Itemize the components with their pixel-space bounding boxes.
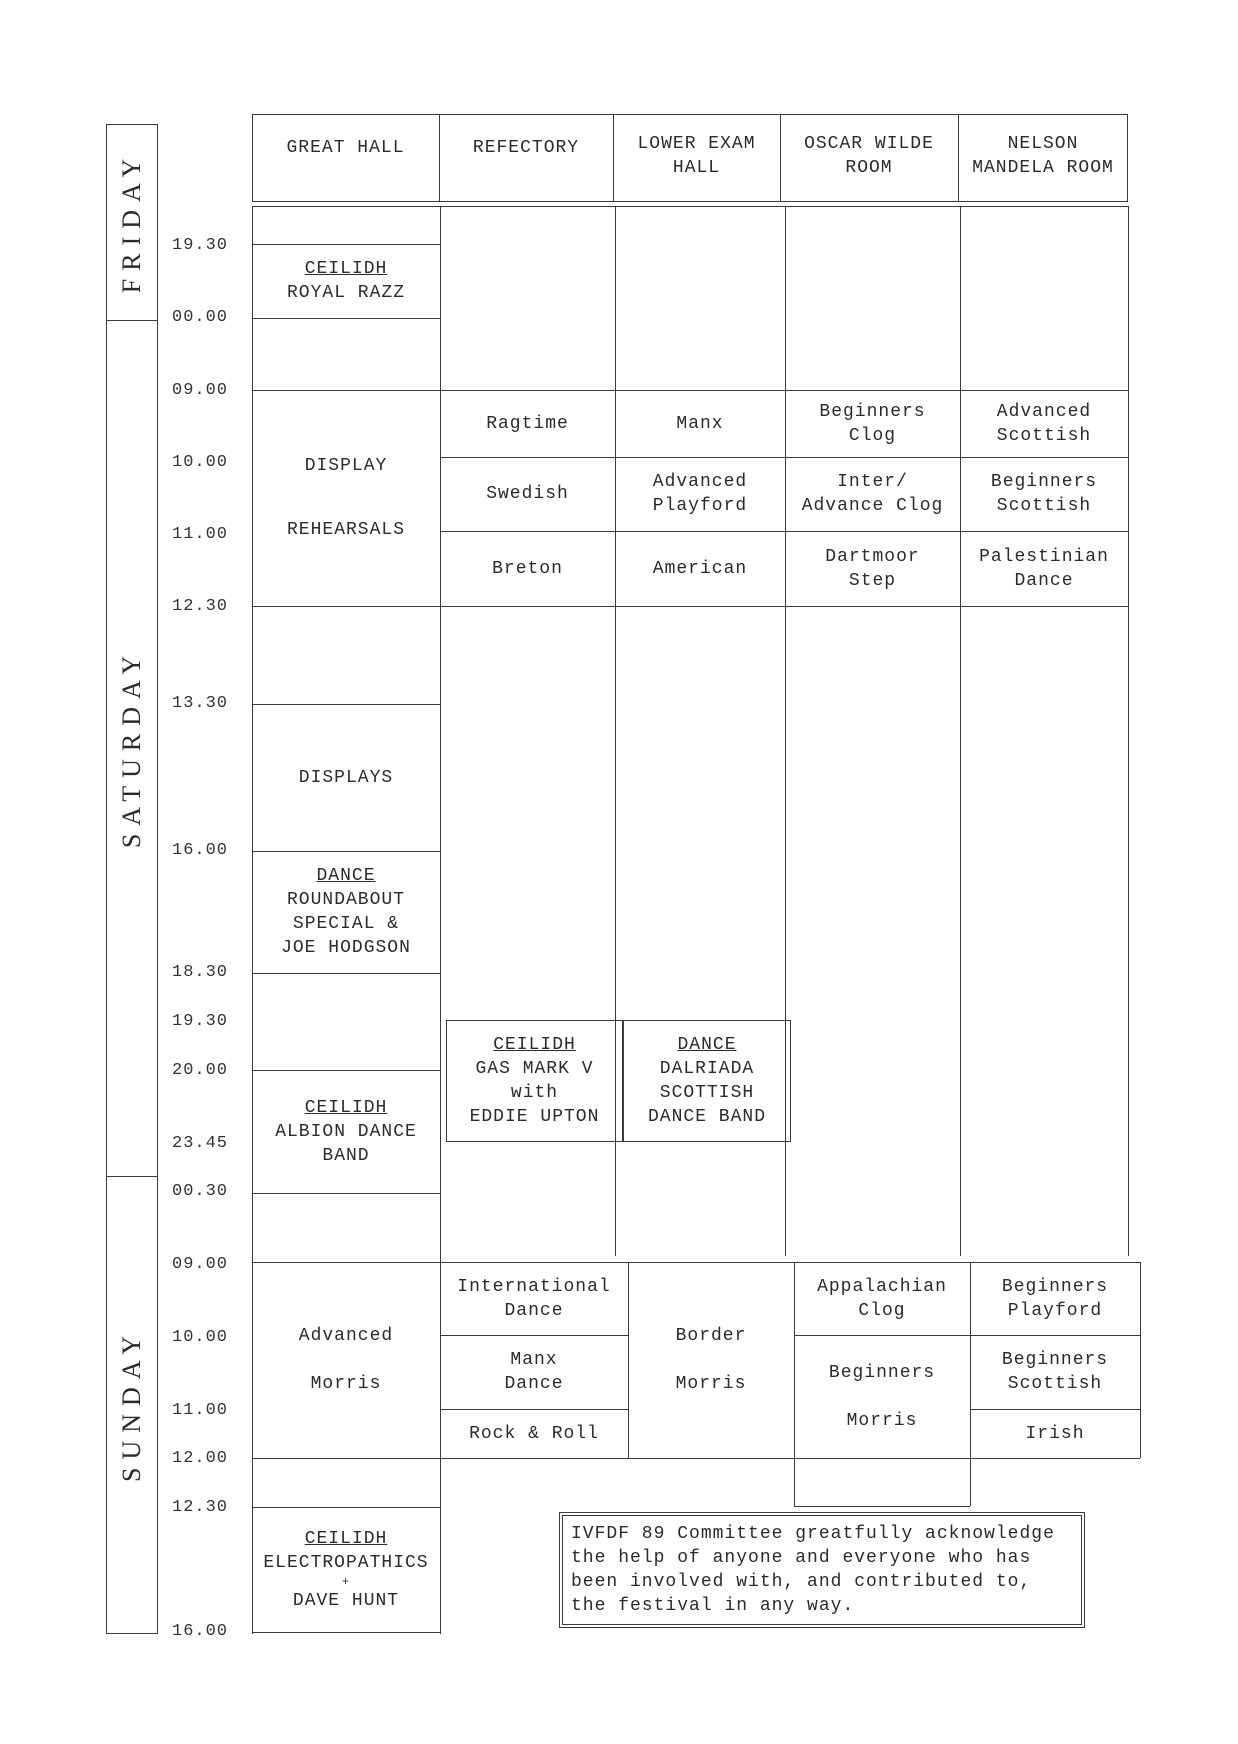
workshop-dartmoor-step: Dartmoor Step xyxy=(825,546,920,591)
workshop-beginners-playford: Beginners Playford xyxy=(1001,1276,1109,1321)
time-label: 12.00 xyxy=(172,1449,229,1468)
note-line: the festival in any way. xyxy=(571,1596,855,1616)
header-refectory: REFECTORY xyxy=(472,138,580,158)
time-label: 10.00 xyxy=(172,453,229,472)
event-label: DISPLAYS xyxy=(298,767,394,788)
workshop-ragtime: Ragtime xyxy=(486,413,569,434)
lower-exam-dance xyxy=(623,1020,791,1142)
event-kind: CEILIDH xyxy=(304,259,388,279)
grid-line xyxy=(1128,206,1129,1256)
event-act: with xyxy=(510,1083,559,1103)
event-act: ALBION DANCE xyxy=(275,1121,417,1142)
refectory-ceilidh xyxy=(446,1020,623,1142)
grid-line xyxy=(960,206,961,1256)
time-label: 11.00 xyxy=(172,1401,229,1420)
time-label: 12.30 xyxy=(172,1498,229,1517)
event-act: DANCE BAND xyxy=(647,1107,767,1127)
time-label: 23.45 xyxy=(172,1134,229,1153)
event-act: ELECTROPATHICS xyxy=(263,1552,429,1573)
grid-line xyxy=(252,1632,440,1633)
day-label-saturday: SATURDAY xyxy=(117,647,147,849)
great-hall-ceilidh xyxy=(252,1070,440,1193)
time-label: 09.00 xyxy=(172,1255,229,1274)
event-label: Border xyxy=(675,1326,747,1346)
event-label: REHEARSALS xyxy=(286,520,406,540)
workshop-beginners-scottish: Beginners Scottish xyxy=(990,472,1098,516)
event-label: Morris xyxy=(675,1374,747,1394)
grid-line xyxy=(1140,1262,1141,1458)
workshop-palestinian-dance: Palestinian Dance xyxy=(979,546,1109,591)
event-kind: DANCE xyxy=(677,1035,737,1055)
event-act: + xyxy=(341,1574,351,1589)
time-label: 16.00 xyxy=(172,1622,229,1641)
workshop-breton: Breton xyxy=(492,558,563,579)
acknowledgement-note xyxy=(559,1512,1085,1628)
event-label: Morris xyxy=(310,1374,382,1394)
time-label: 16.00 xyxy=(172,841,229,860)
workshop-advanced-scottish: Advanced Scottish xyxy=(996,401,1092,446)
time-label: 10.00 xyxy=(172,1328,229,1347)
day-label-sunday: SUNDAY xyxy=(117,1328,146,1482)
time-label: 20.00 xyxy=(172,1061,229,1080)
grid-line xyxy=(252,606,1128,607)
time-label: 11.00 xyxy=(172,525,229,544)
friday-ceilidh xyxy=(252,244,440,318)
workshop-border-morris xyxy=(628,1262,794,1458)
event-act: DAVE HUNT xyxy=(292,1590,400,1611)
workshop-sunday-beginners-scottish: Beginners Scottish xyxy=(1001,1350,1109,1394)
grid-line xyxy=(252,1458,1140,1459)
displays xyxy=(252,704,440,851)
grid-line xyxy=(794,1506,970,1507)
workshop-irish: Irish xyxy=(1025,1423,1085,1444)
event-act: GAS MARK V xyxy=(475,1059,594,1079)
event-kind: DANCE xyxy=(316,866,376,886)
event-act: SPECIAL & xyxy=(292,914,400,934)
workshop-advanced-playford: Advanced Playford xyxy=(652,472,748,516)
time-label: 13.30 xyxy=(172,694,229,713)
event-label: Morris xyxy=(846,1410,918,1431)
event-kind: CEILIDH xyxy=(304,1528,388,1549)
header-nelson-mandela-room: NELSON MANDELA ROOM xyxy=(972,134,1114,178)
event-kind: CEILIDH xyxy=(493,1035,576,1055)
event-act: EDDIE UPTON xyxy=(469,1107,600,1127)
grid-line xyxy=(252,1193,440,1194)
grid-line xyxy=(252,851,440,852)
workshop-american: American xyxy=(652,558,748,579)
time-label: 12.30 xyxy=(172,597,229,616)
workshop-beginners-morris xyxy=(794,1335,970,1458)
time-label: 19.30 xyxy=(172,1012,229,1031)
header-lower-exam-hall: LOWER EXAM HALL xyxy=(637,134,756,178)
workshop-manx-dance: Manx Dance xyxy=(504,1350,564,1394)
day-label-friday: FRIDAY xyxy=(117,150,146,294)
sunday-advanced-morris xyxy=(252,1262,440,1458)
event-label: DISPLAY xyxy=(304,456,388,476)
event-label: Beginners xyxy=(828,1362,936,1383)
header-oscar-wilde-room: OSCAR WILDE ROOM xyxy=(804,134,934,178)
workshop-swedish: Swedish xyxy=(486,484,569,504)
workshop-rock-and-roll: Rock & Roll xyxy=(469,1423,599,1444)
event-act: BAND xyxy=(322,1145,370,1166)
time-label: 09.00 xyxy=(172,381,229,400)
workshop-manx: Manx xyxy=(676,413,724,434)
time-label: 18.30 xyxy=(172,963,229,982)
grid-line xyxy=(252,973,440,974)
note-line: the help of anyone and everyone who has xyxy=(571,1548,1032,1568)
event-act: ROUNDABOUT xyxy=(286,890,406,910)
time-label: 00.30 xyxy=(172,1182,229,1201)
note-line: been involved with, and contributed to, xyxy=(571,1572,1032,1592)
header-underline xyxy=(252,206,1128,207)
event-act: JOE HODGSON xyxy=(281,938,411,958)
sunday-ceilidh xyxy=(252,1507,440,1632)
display-rehearsals xyxy=(252,390,440,606)
saturday-dance xyxy=(252,860,440,964)
note-line: IVFDF 89 Committee greatfully acknowledge xyxy=(571,1524,1055,1544)
grid-line xyxy=(252,318,440,319)
workshop-appalachian-clog: Appalachian Clog xyxy=(817,1276,947,1321)
time-label: 19.30 xyxy=(172,236,229,255)
event-act: SCOTTISH xyxy=(659,1083,755,1103)
workshop-inter-advance-clog: Inter/ Advance Clog xyxy=(801,472,944,516)
event-kind: CEILIDH xyxy=(304,1097,388,1118)
workshop-international-dance: International Dance xyxy=(457,1276,611,1321)
event-label: Advanced xyxy=(298,1326,394,1346)
time-label: 00.00 xyxy=(172,308,229,327)
header-great-hall: GREAT HALL xyxy=(286,138,405,158)
event-act: DALRIADA xyxy=(659,1059,755,1079)
workshop-beginners-clog: Beginners Clog xyxy=(819,401,926,446)
event-act: ROYAL RAZZ xyxy=(286,283,406,303)
